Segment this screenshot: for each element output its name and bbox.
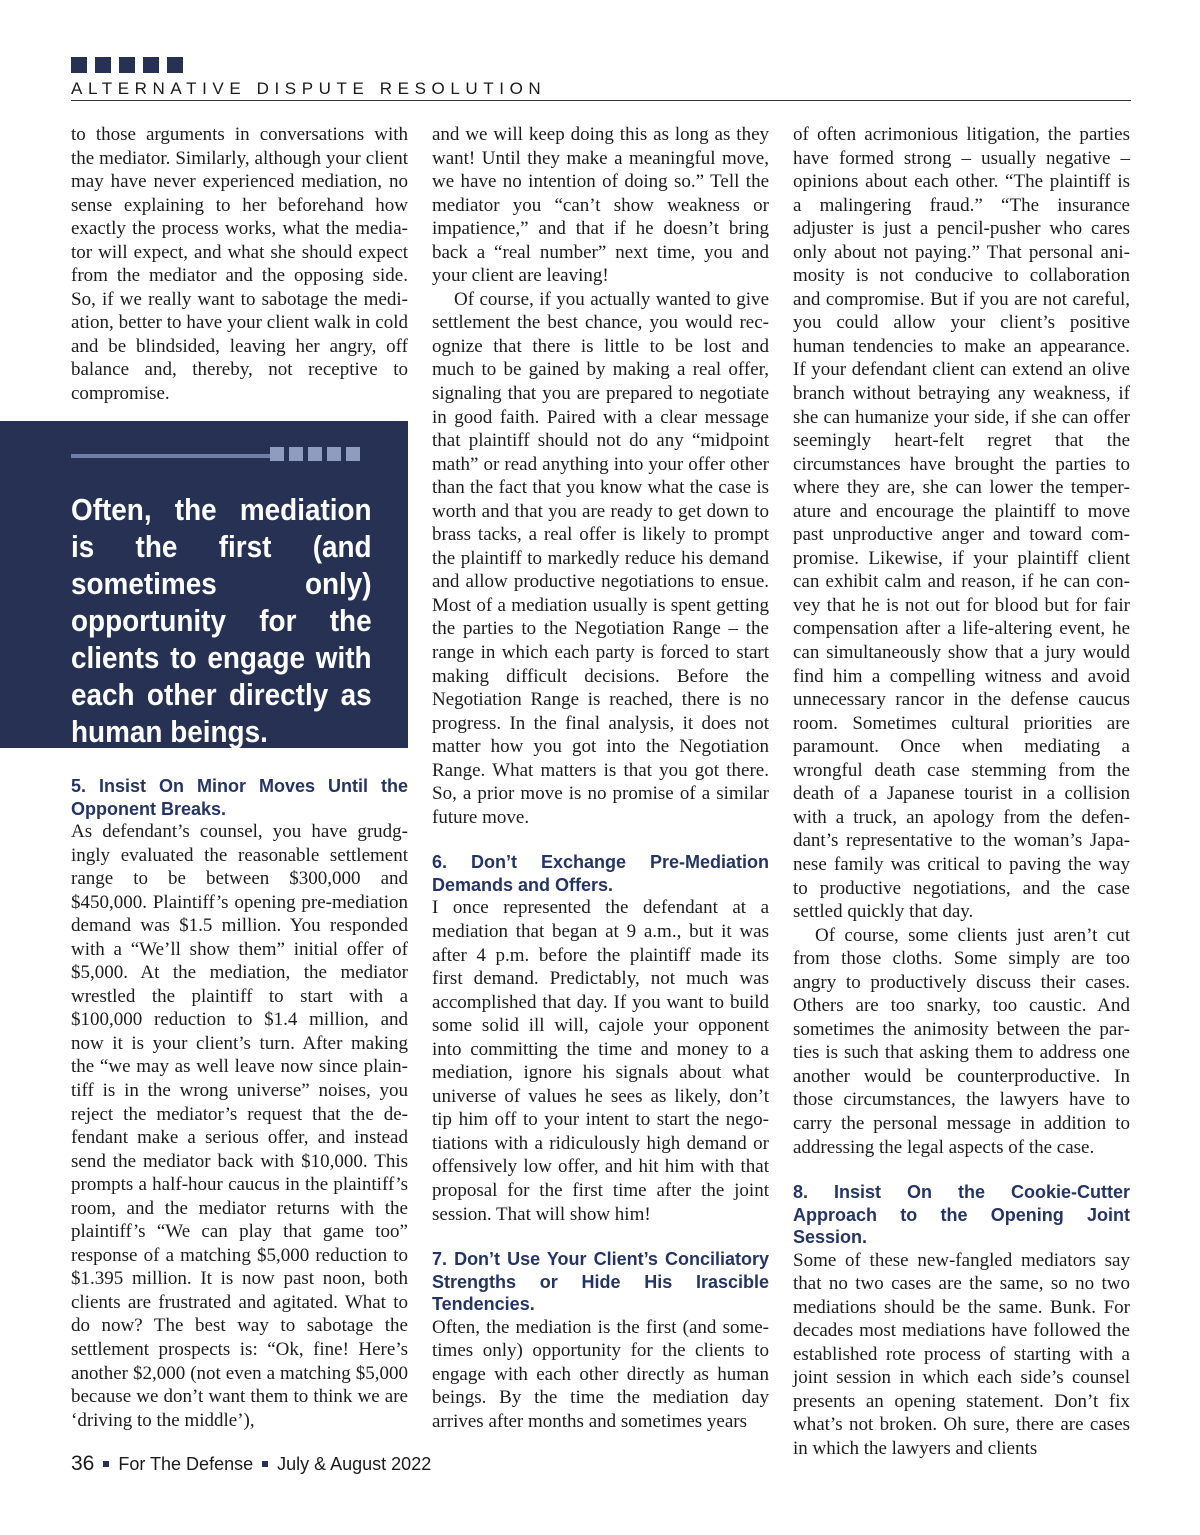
footer-bullet (103, 1461, 109, 1467)
column-2 (432, 123, 769, 1433)
pull-quote-box (0, 421, 408, 748)
body-paragraph: Often, the mediation is the first (and sometimes only) opportunity for the clients to engage with each other directly as human beings. By the time the mediation day arrives after months and sometimes years (432, 1316, 769, 1432)
pull-quote-square (289, 447, 303, 461)
header-square-markers (71, 57, 183, 73)
page-number: 36 (71, 1452, 95, 1475)
body-paragraph: I once represented the defendant at a mediation that began at 9 a.m., but it was after 4 p.m. before the plaintiff made its first demand. Predictably, not much was accomplished that day. If you want to build some solid ill will, cajole your opponent into committing the time and money to a mediation, ignore his signals about what universe of values he sees as likely, don’t tip him off to your intent to start the negotiations with a ridiculously high demand or offensively low offer, and hit him with that proposal for the first time after the joint session. That will show him! (432, 897, 769, 1225)
column-1-bottom (71, 775, 408, 1432)
column-1-top (71, 123, 408, 406)
header-square (119, 57, 135, 73)
header-rule (71, 100, 1131, 101)
page-footer (71, 1452, 431, 1476)
body-paragraph: Of course, if you actually wanted to give settlement the best chance, you would recognize that there is little to be lost and much to be gained by making a real offer, signaling that you are prepared to negotiate in good faith. Paired with a clear message that plaintiff should not do any “midpoint math” or read anything into your offer other than the fact that you know what the case is worth and that you are ready to get down to brass tacks, a real offer is likely to prompt the plaintiff to markedly reduce his demand and allow productive negotiations to ensue. Most of a mediation usually is spent getting the parties to the Negotiation Range – the range in which each party is forced to start making difficult decisions. Before the Negotiation Range is reached, there is no progress. In the final analysis, it does not matter how you got into the Negotiation Range. What matters is that you got there. So, a prior move is no promise of a similar future move. (432, 288, 769, 828)
section-heading-5: 5. Insist On Minor Moves Until the Opponent Breaks. (71, 776, 408, 819)
issue-date: July & August 2022 (277, 1453, 432, 1474)
pull-quote-square (308, 447, 322, 461)
header-square (143, 57, 159, 73)
header-square (95, 57, 111, 73)
pull-quote-rule (71, 454, 271, 458)
pull-quote-text: Often, the mediation is the first (and sometimes only) opportunity for the clients to engage with each other directly as human beings. (71, 492, 372, 749)
pull-quote-square (270, 447, 284, 461)
pull-quote-square-markers (270, 447, 360, 461)
pull-quote-square (346, 447, 360, 461)
footer-bullet (262, 1461, 268, 1467)
pull-quote-square (327, 447, 341, 461)
section-heading-7: 7. Don’t Use Your Client’s Conciliatory Strengths or Hide His Irascible Tendencies. (432, 1249, 769, 1315)
section-heading-6: 6. Don’t Exchange Pre-Mediation Demands and Offers. (432, 852, 769, 895)
body-paragraph: of often acrimonious litigation, the parties have formed strong – usually negative – opinions about each other. “The plaintiff is a malingering fraud.” “The insurance adjuster is just a pencil-pusher who cares only about not paying.” That personal animosity is not conducive to collaboration and compromise. But if you are not careful, you could allow your client’s positive human tendencies to make an appearance. If your defendant client can extend an olive branch without betraying any weakness, if she can humanize your side, if she can offer seemingly heart-felt regret that the circumstances have brought the parties to where they are, she can lower the temperature and encourage the plaintiff to move past unproductive anger and toward compromise. Likewise, if your plaintiff client can exhibit calm and reason, if he can convey that he is not out for blood but for fair compensation after a life-altering event, he can simultaneously show that a jury would find him a compelling witness and avoid unnecessary rancor in the defense caucus room. Sometimes cultural priorities are paramount. Once when mediating a wrongful death case stemming from the death of a Japanese tourist in a collision with a truck, an apology from the defendant’s representative to the woman’s Japanese family was critical to paving the way to productive negotiations, and the case settled quickly that day. (793, 124, 1130, 923)
body-paragraph: to those arguments in conversations with the mediator. Similarly, although your client may have never experienced mediation, no sense explaining to her beforehand how exactly the process works, what the mediator will expect, and what she should expect from the mediator and the opposing side. So, if we really want to sabotage the mediation, better to have your client walk in cold and be blindsided, leaving her angry, off balance and, thereby, not receptive to compromise. (71, 124, 408, 405)
body-paragraph: Of course, some clients just aren’t cut from those cloths. Some simply are too angry to productively discuss their cases. Others are too snarky, too caustic. And sometimes the animosity between the parties is such that asking them to address one another would be counterproductive. In those circumstances, the lawyers have to carry the personal message in addition to addressing the legal aspects of the case. (793, 924, 1130, 1158)
body-paragraph: and we will keep doing this as long as they want! Until they make a meaningful move, we have no intention of doing so.” Tell the mediator you “can’t show weakness or impatience,” and that if he doesn’t bring back a “real number” next time, you and your client are leaving! (432, 124, 769, 287)
body-paragraph: Some of these new-fangled mediators say that no two cases are the same, so no two mediations should be the same. Bunk. For decades most mediations have followed the established rote process of starting with a joint session in which each side’s counsel presents an opening statement. Don’t fix what’s not broken. Oh sure, there are cases in which the lawyers and clients (793, 1249, 1130, 1459)
body-paragraph: As defendant’s counsel, you have grudgingly evaluated the reasonable settlement range to be between $300,000 and $450,000. Plaintiff’s opening pre-mediation demand was $1.5 million. You responded with a “We’ll show them” initial offer of $5,000. At the mediation, the mediator wrestled the plaintiff to start with a $100,000 reduction to $1.4 million, and now it is your client’s turn. After making the “we may as well leave now since plaintiff is in the wrong universe” noises, you reject the mediator’s request that the defendant make a serious offer, and instead send the mediator back with $10,000. This prompts a half-hour caucus in the plaintiff’s room, and the mediator returns with the plaintiff’s “We can play that game too” response of a matching $5,000 reduction to $1.395 million. It is now past noon, both clients are frustrated and agitated. What to do now? The best way to sabotage the settlement prospects is: “Ok, fine! Here’s another $2,000 (not even a matching $5,000 because we don’t want them to think we are ‘driving to the middle’), (71, 821, 408, 1431)
publication-name: For The Defense (118, 1453, 254, 1474)
header-square (71, 57, 87, 73)
section-label: ALTERNATIVE DISPUTE RESOLUTION (71, 79, 547, 98)
section-heading-8: 8. Insist On the Cookie-Cutter Approach to the Opening Joint Session. (793, 1182, 1130, 1248)
column-3 (793, 123, 1130, 1460)
header-square (167, 57, 183, 73)
